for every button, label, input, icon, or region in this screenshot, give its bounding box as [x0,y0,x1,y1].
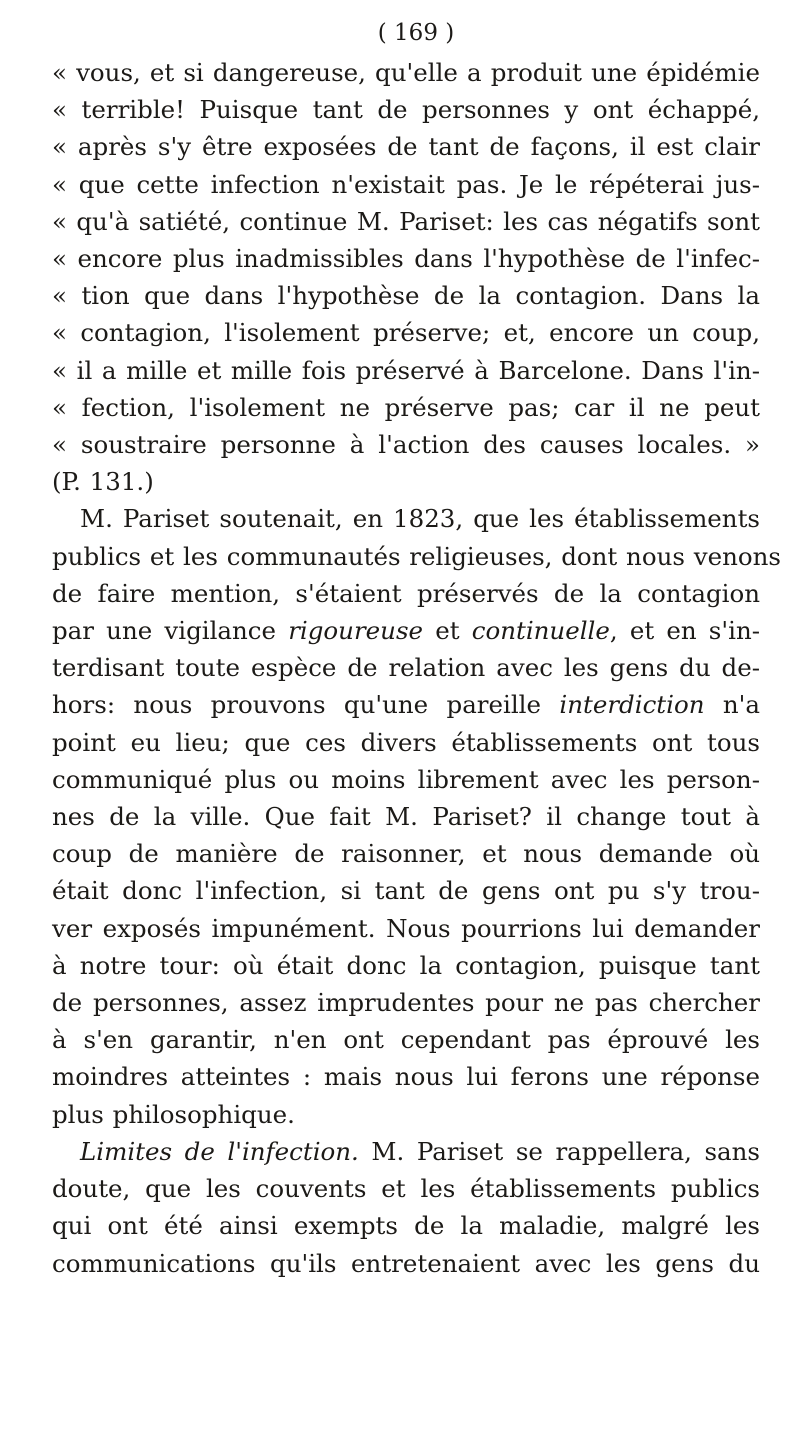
text-run: n'a [704,690,760,720]
quote-line: « soustraire personne à l'action des causes locales. » [52,430,760,460]
quote-line: « contagion, l'isolement préserve; et, encore un coup, [52,318,760,348]
paragraph-line: à s'en garantir, n'en ont cependant pas éprouvé les [52,1025,760,1055]
quotation-block [52,54,760,500]
paragraph-line [52,1133,760,1170]
paragraph-line: nes de la ville. Que fait M. Pariset? il change tout à [52,802,760,832]
paragraph-line: point eu lieu; que ces divers établissements ont tous [52,727,760,757]
emphasis-text: continuelle [471,616,610,646]
quote-line: « tion que dans l'hypothèse de la contagion. Dans la [52,281,760,311]
emphasis-text: rigoureuse [288,616,424,646]
section-heading-inline: Limites de l'infection. [80,1136,359,1166]
paragraph-line [52,612,760,649]
quote-line: « terrible! Puisque tant de personnes y ont échappé, [52,95,760,125]
paragraph-line: publics et les communautés religieuses, dont nous venons [52,541,781,571]
quote-line: « vous, et si dangereuse, qu'elle a produit une épidémie [52,58,760,87]
paragraph-line: communiqué plus ou moins librement avec les person- [52,764,760,794]
paragraph-line: communications qu'ils entretenaient avec les gens du [52,1248,760,1278]
text-run: M. Pariset se rappellera, sans [358,1136,760,1166]
citation-reference: (P. 131.) [52,467,154,497]
paragraph-line: ver exposés impunément. Nous pourrions lui demander [52,913,760,943]
paragraph-line: de personnes, assez imprudentes pour ne pas chercher [52,988,760,1018]
quote-line: « encore plus inadmissibles dans l'hypothèse de l'infec- [52,244,760,274]
paragraph-line: qui ont été ainsi exempts de la maladie, malgré les [52,1211,760,1241]
paragraph-line [52,686,760,723]
paragraph-line: à notre tour: où était donc la contagion, puisque tant [52,950,760,980]
text-run: hors: nous prouvons qu'une pareille [52,690,560,720]
paragraph-line: de faire mention, s'étaient préservés de la contagion [52,578,760,608]
page-number: ( 169 ) [377,20,455,46]
paragraph-line: terdisant toute espèce de relation avec les gens du de- [52,653,760,683]
text-run: et [423,616,472,646]
text-run: par une vigilance [52,616,289,646]
paragraph-line: moindres atteintes : mais nous lui ferons une réponse [52,1062,760,1092]
paragraph-line: était donc l'infection, si tant de gens ont pu s'y trou- [52,876,760,906]
quote-line: « il a mille et mille fois préservé à Barcelone. Dans l'in- [52,355,760,385]
paragraph-line: doute, que les couvents et les établissements publics [52,1174,760,1204]
paragraph-line: M. Pariset soutenait, en 1823, que les établissements [80,504,760,534]
paragraph-limites-infection [52,1133,760,1282]
quote-line: « que cette infection n'existait pas. Je le répéterai jus- [52,169,760,199]
paragraph-line: coup de manière de raisonner, et nous demande où [52,839,760,869]
quote-line: « fection, l'isolement ne préserve pas; car il ne peut [52,392,760,422]
emphasis-text: interdiction [559,690,705,720]
text-run: , et en s'in- [609,616,761,646]
quote-line: « qu'à satiété, continue M. Pariset: les cas négatifs sont [52,206,760,236]
paragraph-line: plus philosophique. [52,1099,295,1129]
quote-line: « après s'y être exposées de tant de façons, il est clair [52,132,760,162]
paragraph-pariset-1823 [52,500,781,1132]
